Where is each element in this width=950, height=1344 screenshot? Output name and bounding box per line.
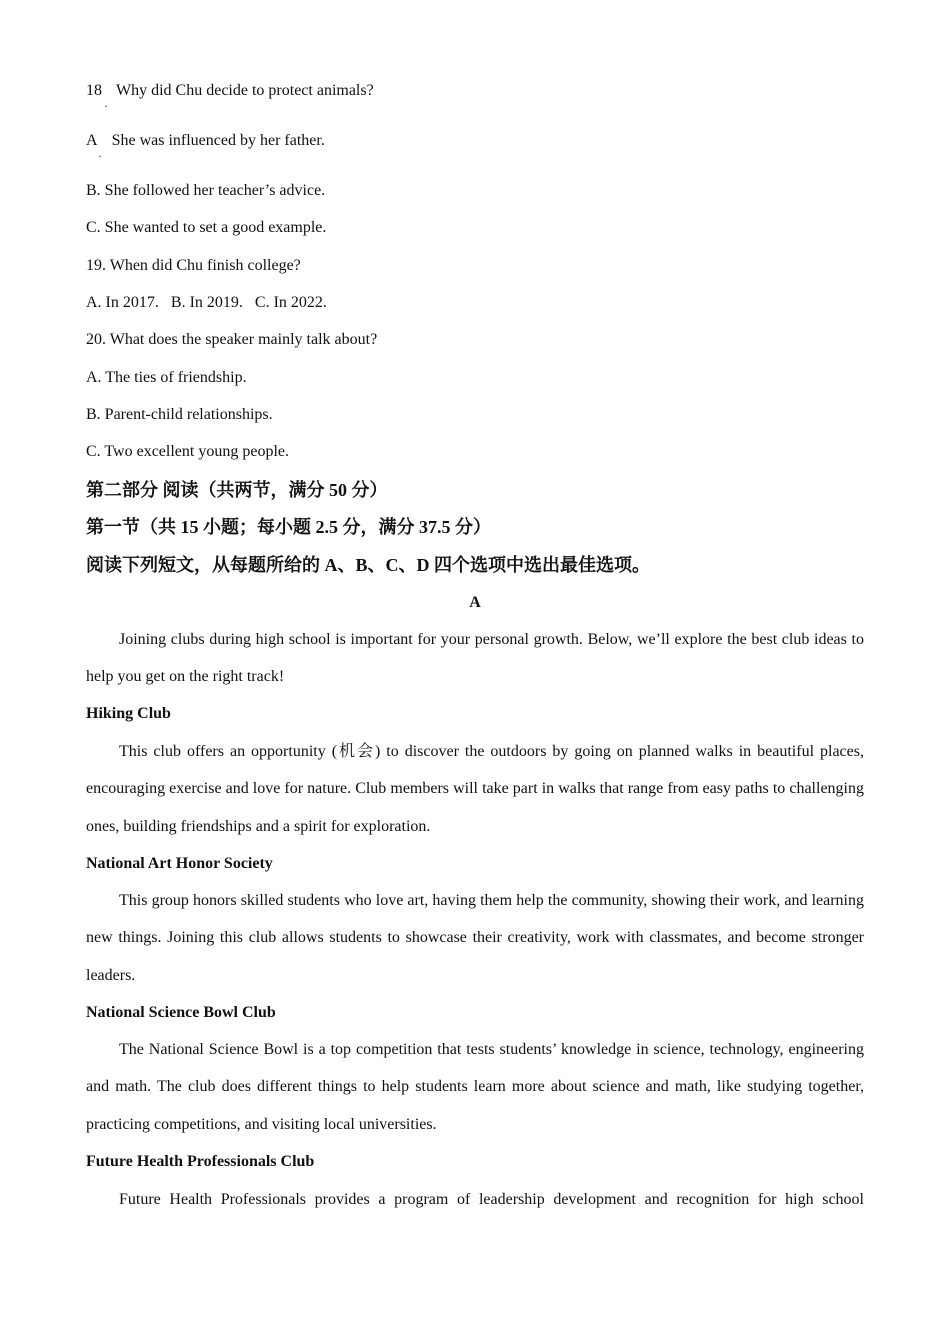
passage-intro: Joining clubs during high school is important for your personal growth. Below, we’ll explore the best club ideas to help you get on the right track! [86,631,864,686]
question-19-options [86,293,327,313]
club-heading-health: Future Health Professionals Club [86,1153,315,1170]
option-a-text: She was influenced by her father. [111,132,325,149]
question-19-option-c: C. In 2022. [254,294,327,311]
question-20-option-b: B. Parent-child relationships. [86,406,273,423]
club-description-science: The National Science Bowl is a top competition that tests students’ knowledge in science, technology, engineering and math. The club does different things to help students learn more about science and math, like studying together, practicing competitions, and visiting local universities. [86,1041,864,1133]
bullet-dot: · [98,149,102,163]
question-19-option-a: A. In 2017. [86,294,159,311]
section-one-title: 第一节（共 15 小题；每小题 2.5 分，满分 37.5 分） [86,517,491,537]
question-18-number: 18 [86,82,102,99]
club-heading-hiking: Hiking Club [86,705,171,722]
reading-instruction: 阅读下列短文，从每题所给的 A、B、C、D 四个选项中选出最佳选项。 [86,555,650,575]
club-heading-art: National Art Honor Society [86,855,273,872]
club-description-art: This group honors skilled students who love art, having them help the community, showing their work, and learning new things. Joining this club allows students to showcase their creativity, work with classmates, and become stronger leaders. [86,892,864,984]
passage-letter: A [469,594,481,611]
question-20: 20. What does the speaker mainly talk about? [86,331,378,348]
bullet-dot: · [104,99,108,113]
question-19: 19. When did Chu finish college? [86,257,301,274]
question-20-option-a: A. The ties of friendship. [86,369,247,386]
question-18 [86,81,374,101]
club-description-health: Future Health Professionals provides a program of leadership development and recognition for high school [119,1191,864,1208]
part-two-title: 第二部分 阅读（共两节，满分 50 分） [86,480,388,500]
question-18-option-b: B. She followed her teacher’s advice. [86,182,326,199]
option-a-letter: A [86,132,98,149]
question-19-option-b: B. In 2019. [170,294,243,311]
club-heading-science: National Science Bowl Club [86,1004,276,1021]
question-18-text: Why did Chu decide to protect animals? [116,82,374,99]
question-20-option-c: C. Two excellent young people. [86,443,289,460]
question-18-option-c: C. She wanted to set a good example. [86,219,327,236]
club-description-hiking: This club offers an opportunity (机会) to discover the outdoors by going on planned walks in beautiful places, encouraging exercise and love for nature. Club members will take part in walks that range from easy paths to challenging ones, building friendships and a spirit for exploration. [86,743,864,835]
question-18-option-a [86,131,325,151]
